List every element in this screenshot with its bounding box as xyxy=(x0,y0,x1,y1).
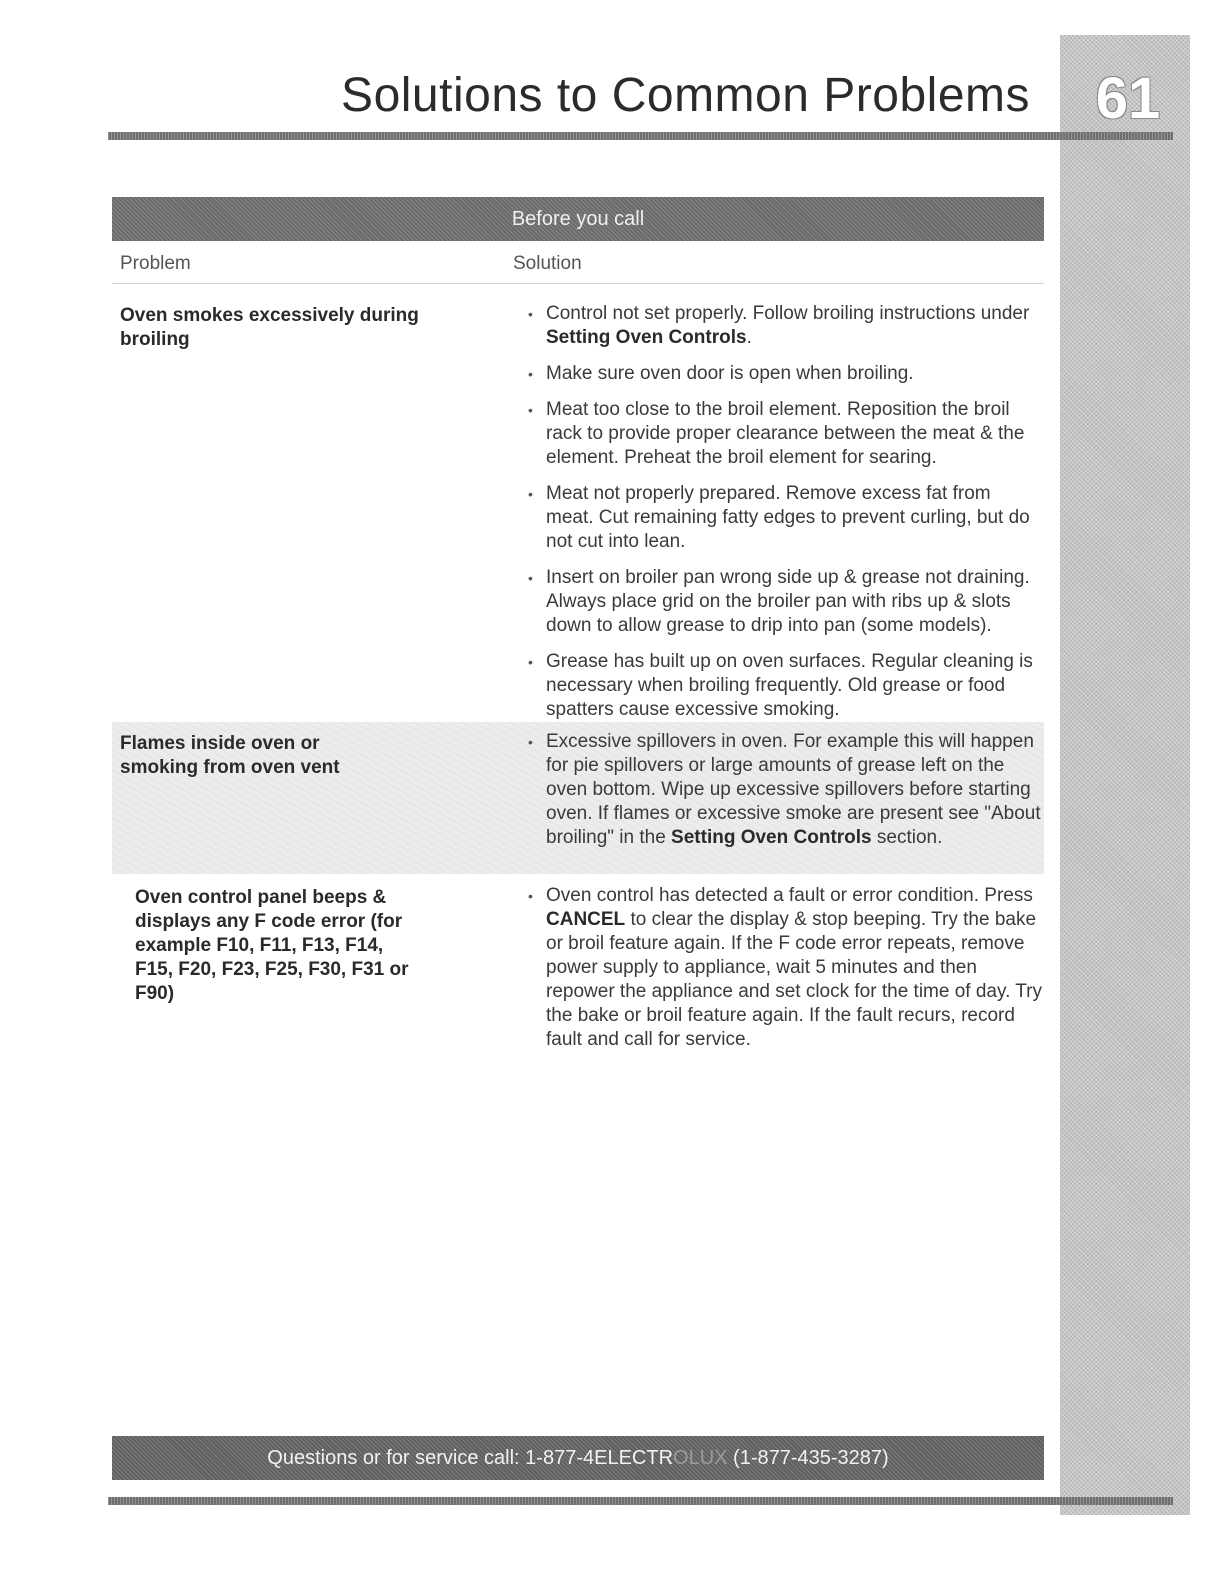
solution-item: • Meat not properly prepared. Remove excess fat from meat. Cut remaining fatty edges to prevent curling, but do not cut into lean. xyxy=(530,482,1042,554)
solution-item: • Grease has built up on oven surfaces. Regular cleaning is necessary when broiling frequently. Old grease or food spatters cause excessive smoking. xyxy=(530,650,1042,722)
solution-item: • Make sure oven door is open when broiling. xyxy=(530,362,1042,386)
problem-text: Oven control panel beeps & displays any F code error (for example F10, F11, F13, F14, F15, F20, F23, F25, F30, F31 or F90) xyxy=(135,887,409,1004)
solution-item: • Oven control has detected a fault or error condition. Press CANCEL to clear the display & stop beeping. Try the bake or broil feature again. If the F code error repeats, remove power supply to appliance, wait 5 minutes and then repower the appliance and set clock for the time of day. Try the bake or broil feature again. If the fault recurs, record fault and call for service. xyxy=(530,884,1042,1052)
solution-item: • Control not set properly. Follow broiling instructions under Setting Oven Controls. xyxy=(530,302,1042,350)
header-divider xyxy=(112,283,1044,284)
column-header-problem: Problem xyxy=(120,253,191,274)
solution-item: • Excessive spillovers in oven. For example this will happen for pie spillovers or large amounts of grease left on the oven bottom. Wipe up excessive spillovers before starting oven. If flames or excessive smoke are present see "About broiling" in the Setting Oven Controls section. xyxy=(530,730,1042,850)
solution-list xyxy=(530,302,1042,734)
problem-text: Oven smokes excessively during broiling xyxy=(120,305,419,350)
table-row xyxy=(112,722,1044,874)
bottom-rule xyxy=(108,1497,1173,1505)
solution-list xyxy=(530,884,1042,1064)
page-number: 61 xyxy=(1095,66,1161,131)
problem-text: Flames inside oven or smoking from oven vent xyxy=(120,733,340,778)
column-header-solution: Solution xyxy=(513,253,582,274)
table-row xyxy=(112,300,1044,720)
section-banner: Before you call xyxy=(112,197,1044,241)
service-call-banner: Questions or for service call: 1-877-4ELECTROLUX (1-877-435-3287) xyxy=(112,1436,1044,1480)
table-row xyxy=(112,884,1044,1064)
page-title: Solutions to Common Problems xyxy=(341,69,1030,122)
solution-list xyxy=(530,730,1042,862)
solution-item: • Meat too close to the broil element. Reposition the broil rack to provide proper clearance between the meat & the element. Preheat the broil element for searing. xyxy=(530,398,1042,470)
top-rule xyxy=(108,132,1173,140)
side-tab-strip xyxy=(1060,35,1190,1515)
solution-item: • Insert on broiler pan wrong side up & grease not draining. Always place grid on the broiler pan with ribs up & slots down to allow grease to drip into pan (some models). xyxy=(530,566,1042,638)
